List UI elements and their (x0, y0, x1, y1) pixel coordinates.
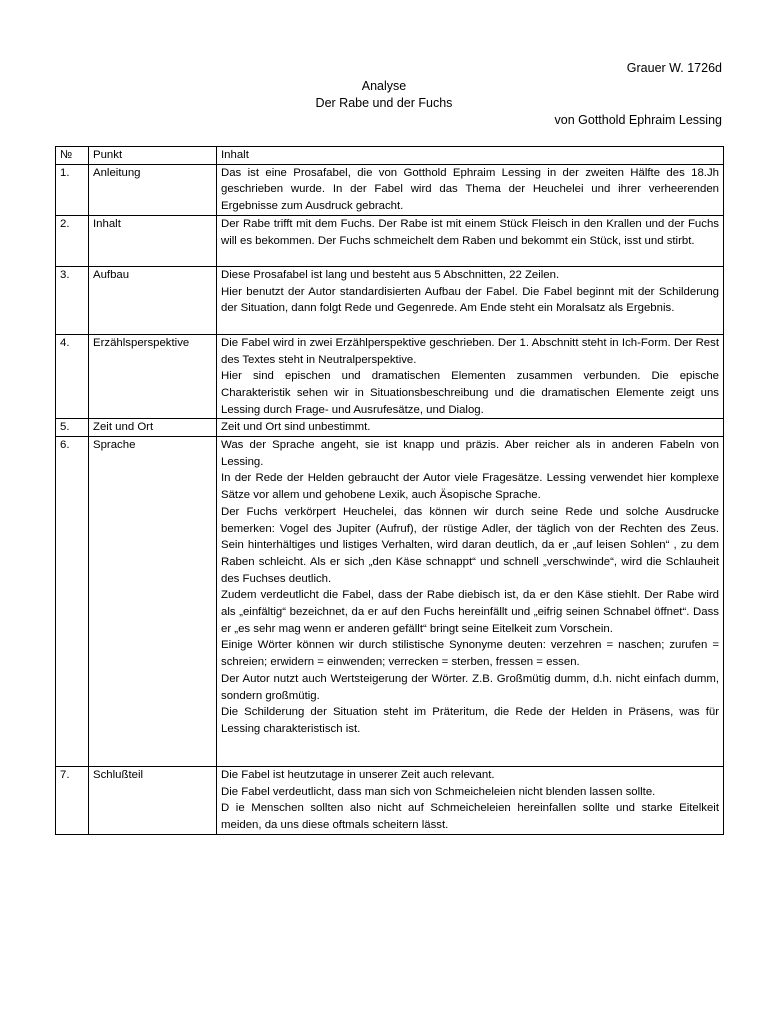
row-number: 1. (56, 164, 89, 215)
content-paragraph: Was der Sprache angeht, sie ist knapp und präzis. Aber reicher als in anderen Fabeln von Lessing. (221, 439, 719, 468)
content-paragraph: Die Schilderung der Situation steht im Präteritum, die Rede der Helden in Präsens, was für Lessing charakteristisch ist. (221, 706, 719, 735)
row-content (217, 164, 724, 215)
table-header-row (56, 147, 724, 165)
row-number: 2. (56, 215, 89, 266)
column-header-content: Inhalt (217, 147, 724, 165)
content-paragraph: Der Rabe trifft mit dem Fuchs. Der Rabe ist mit einem Stück Fleisch in den Krallen und der Fuchs will es bekommen. Der Fuchs schmeichelt dem Raben und bekommt ein Stück, isst und stirbt. (221, 217, 719, 247)
table-row (56, 266, 724, 334)
analysis-table (55, 146, 724, 835)
content-paragraph: Hier benutzt der Autor standardisierten Aufbau der Fabel. Die Fabel beginnt mit der Schilderung der Situation, dann folgt Rede und Gegenrede. Am Ende steht ein Moralsatz als Ergebnis. (221, 285, 719, 315)
content-paragraph: Die Fabel ist heutzutage in unserer Zeit auch relevant. (221, 769, 495, 782)
column-header-number: № (56, 147, 89, 165)
table-row (56, 419, 724, 437)
row-number: 7. (56, 767, 89, 835)
content-paragraph: Diese Prosafabel ist lang und besteht aus 5 Abschnitten, 22 Zeilen. (221, 268, 560, 281)
table-row (56, 164, 724, 215)
table-row (56, 334, 724, 419)
row-content (217, 334, 724, 419)
row-number: 6. (56, 437, 89, 767)
row-point: Anleitung (89, 164, 217, 215)
row-point: Aufbau (89, 266, 217, 334)
row-number: 5. (56, 419, 89, 437)
row-number: 3. (56, 266, 89, 334)
content-paragraph: Der Fuchs verkörpert Heuchelei, das können wir durch seine Rede und solche Ausdrucke bemerken: Vogel des Jupiter (Aufruf), der rüstige Adler, der täglich von der Rechten des Zeus. Sein hinterhältiges und listiges Verhalten, wird daran deutlich, da er „auf leisen Sohlen“ , zu dem Raben schleicht. Als er sich „den Käse schnappt“ und schnell „verschwinde“, wird die Schlauheit des Fuchses deutlich. (221, 505, 719, 585)
row-point: Erzählsperspektive (89, 334, 217, 419)
table-row (56, 215, 724, 266)
row-point: Sprache (89, 437, 217, 767)
row-content (217, 215, 724, 266)
content-paragraph: Die Fabel wird in zwei Erzählperspektive geschrieben. Der 1. Abschnitt steht in Ich-Form. Der Rest des Textes steht in Neutralperspektive. (221, 336, 719, 366)
content-paragraph: Zudem verdeutlicht die Fabel, dass der Rabe diebisch ist, da er den Käse stiehlt. Der Rabe wird als „einfältig“ bezeichnet, da er auf den Fuchs hereinfällt und „eifrig seinen Schnabel öffnet“. Dass er „es sehr mag wenn er anderen gefällt“ bringt seine Eitelkeit zum Vorschein. (221, 589, 719, 635)
document-title: Der Rabe und der Fuchs (315, 96, 453, 110)
table-row (56, 767, 724, 835)
content-paragraph: Einige Wörter können wir durch stilistische Synonyme deuten: verzehren = naschen; zurufen = schreien; erwidern = einwenden; verrecken = sterben, fressen = essen. (221, 639, 719, 669)
row-content (217, 437, 724, 767)
content-paragraph: Das ist eine Prosafabel, die von Gotthold Ephraim Lessing in der zweiten Hälfte des 18.Jh geschrieben wurde. In der Fabel wird das Thema der Heuchelei und ihrer verheerenden Ergebnisse zum Ausdruck gebracht. (221, 166, 719, 213)
content-paragraph: Hier sind epischen und dramatischen Elementen zusammen verbunden. Die epische Charakteristik sehen wir in Situationsbeschreibung und die dramatischen Elemente zeigt uns Lessing durch Frage- und Ausrufesätze, und Dialog. (221, 370, 719, 416)
student-code: Grauer W. 1726d (626, 61, 722, 75)
row-point: Schlußteil (89, 767, 217, 835)
column-header-point: Punkt (89, 147, 217, 165)
content-paragraph: Zeit und Ort sind unbestimmt. (221, 421, 371, 434)
row-content (217, 419, 724, 437)
row-content (217, 266, 724, 334)
content-paragraph: Die Fabel verdeutlicht, dass man sich von Schmeicheleien nicht blenden lassen sollte. (221, 785, 656, 798)
content-paragraph: In der Rede der Helden gebraucht der Autor viele Fragesätze. Lessing verwendet hier komplexe Sätze vor allem und gehobene Lexik, auch Äsopische Sprache. (221, 472, 719, 502)
table-row (56, 437, 724, 767)
content-paragraph: D ie Menschen sollten also nicht auf Schmeicheleien hereinfallen sollte und starke Eitelkeit meiden, da uns diese oftmals scheitern lässt. (221, 802, 719, 832)
row-point: Zeit und Ort (89, 419, 217, 437)
author-line: von Gotthold Ephraim Lessing (554, 113, 722, 127)
row-point: Inhalt (89, 215, 217, 266)
row-number: 4. (56, 334, 89, 419)
content-paragraph: Der Autor nutzt auch Wertsteigerung der Wörter. Z.B. Großmütig dumm, d.h. nicht einfach dumm, sondern großmütig. (221, 672, 719, 702)
row-content (217, 767, 724, 835)
document-heading: Analyse (361, 79, 407, 93)
